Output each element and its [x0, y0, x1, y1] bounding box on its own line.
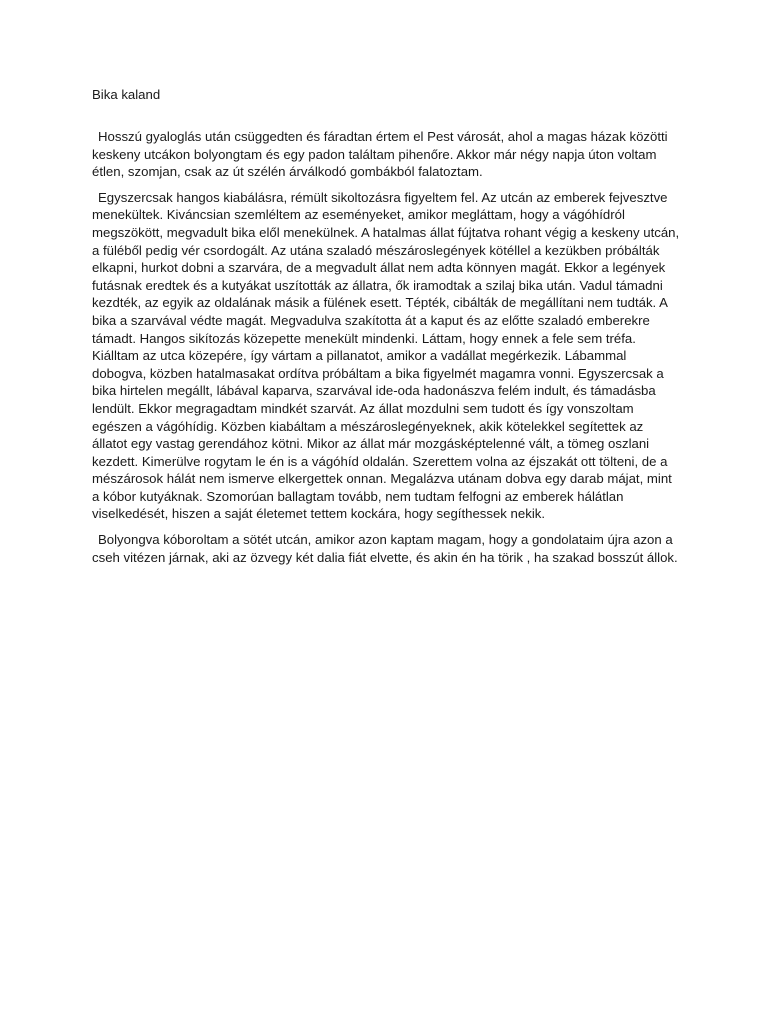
paragraph-1: Hosszú gyaloglás után csüggedten és fáradtan értem el Pest városát, ahol a magas házak közötti keskeny utcákon bolyongtam és egy padon találtam pihenőre. Akkor már négy napja úton voltam étlen, szomjan, csak az út szélén árválkodó gombákból falatoztam. — [92, 129, 668, 180]
document-title: Bika kaland — [92, 87, 161, 102]
paragraph-2: Egyszercsak hangos kiabálásra, rémült sikoltozásra figyeltem fel. Az utcán az emberek fejvesztve menekültek. Kiváncsian szemléltem az eseményeket, amikor megláttam, hogy a vágóhídról megszökött, megvadult bika elől menekülnek. A hatalmas állat fújtatva rohant végig a keskeny utcán, a füléből pedig vér csordogált. Az utána szaladó mészároslegények kötéllel a kezükben próbálták elkapni, hurkot dobni a szarvára, de a megvadult állat nem adta könnyen magát. Ekkor a legények futásnak eredtek és a kutyákat uszították az állatra, ők iramodtak a szilaj bika után. Vadul támadni kezdték, az egyik az oldalának másik a fülének esett. Tépték, cibálták de megállítani nem tudták. A bika a szarvával védte magát. Megvadulva szakította át a kaput és az előtte szaladó emberekre támadt. Hangos sikítozás közepette menekült mindenki. Láttam, hogy ennek a fele sem tréfa. Kiálltam az utca közepére, így vártam a pillanatot, amikor a vadállat megérkezik. Lábammal dobogva, közben hatalmasakat ordítva próbáltam a bika figyelmét magamra vonni. Egyszercsak a bika hirtelen megállt, lábával kaparva, szarvával ide-oda hadonászva felém indult, és támadásba lendült. Ekkor megragadtam mindkét szarvát. Az állat mozdulni sem tudott és így vonszoltam egészen a vágóhídig. Közben kiabáltam a mészároslegényeknek, akik kötelekkel segítettek az állatot egy vastag gerendához kötni. Mikor az állat már mozgásképtelenné vált, a tömeg oszlani kezdett. Kimerülve rogytam le én is a vágóhíd oldalán. Szerettem volna az éjszakát ott tölteni, de a mészárosok hálát nem ismerve elkergettek onnan. Megalázva utánam dobva egy darab májat, mint a kóbor kutyáknak. Szomorúan ballagtam tovább, nem tudtam felfogni az emberek hálátlan viselkedését, hiszen a saját életemet tettem kockára, hogy segíthessek nekik. — [92, 189, 680, 522]
document-body — [92, 128, 682, 574]
paragraph-3: Bolyongva kóboroltam a sötét utcán, amikor azon kaptam magam, hogy a gondolataim újra azon a cseh vitézen járnak, aki az özvegy két dalia fiát elvette, és akin én ha törik , ha szakad bosszút állok. — [92, 532, 678, 565]
